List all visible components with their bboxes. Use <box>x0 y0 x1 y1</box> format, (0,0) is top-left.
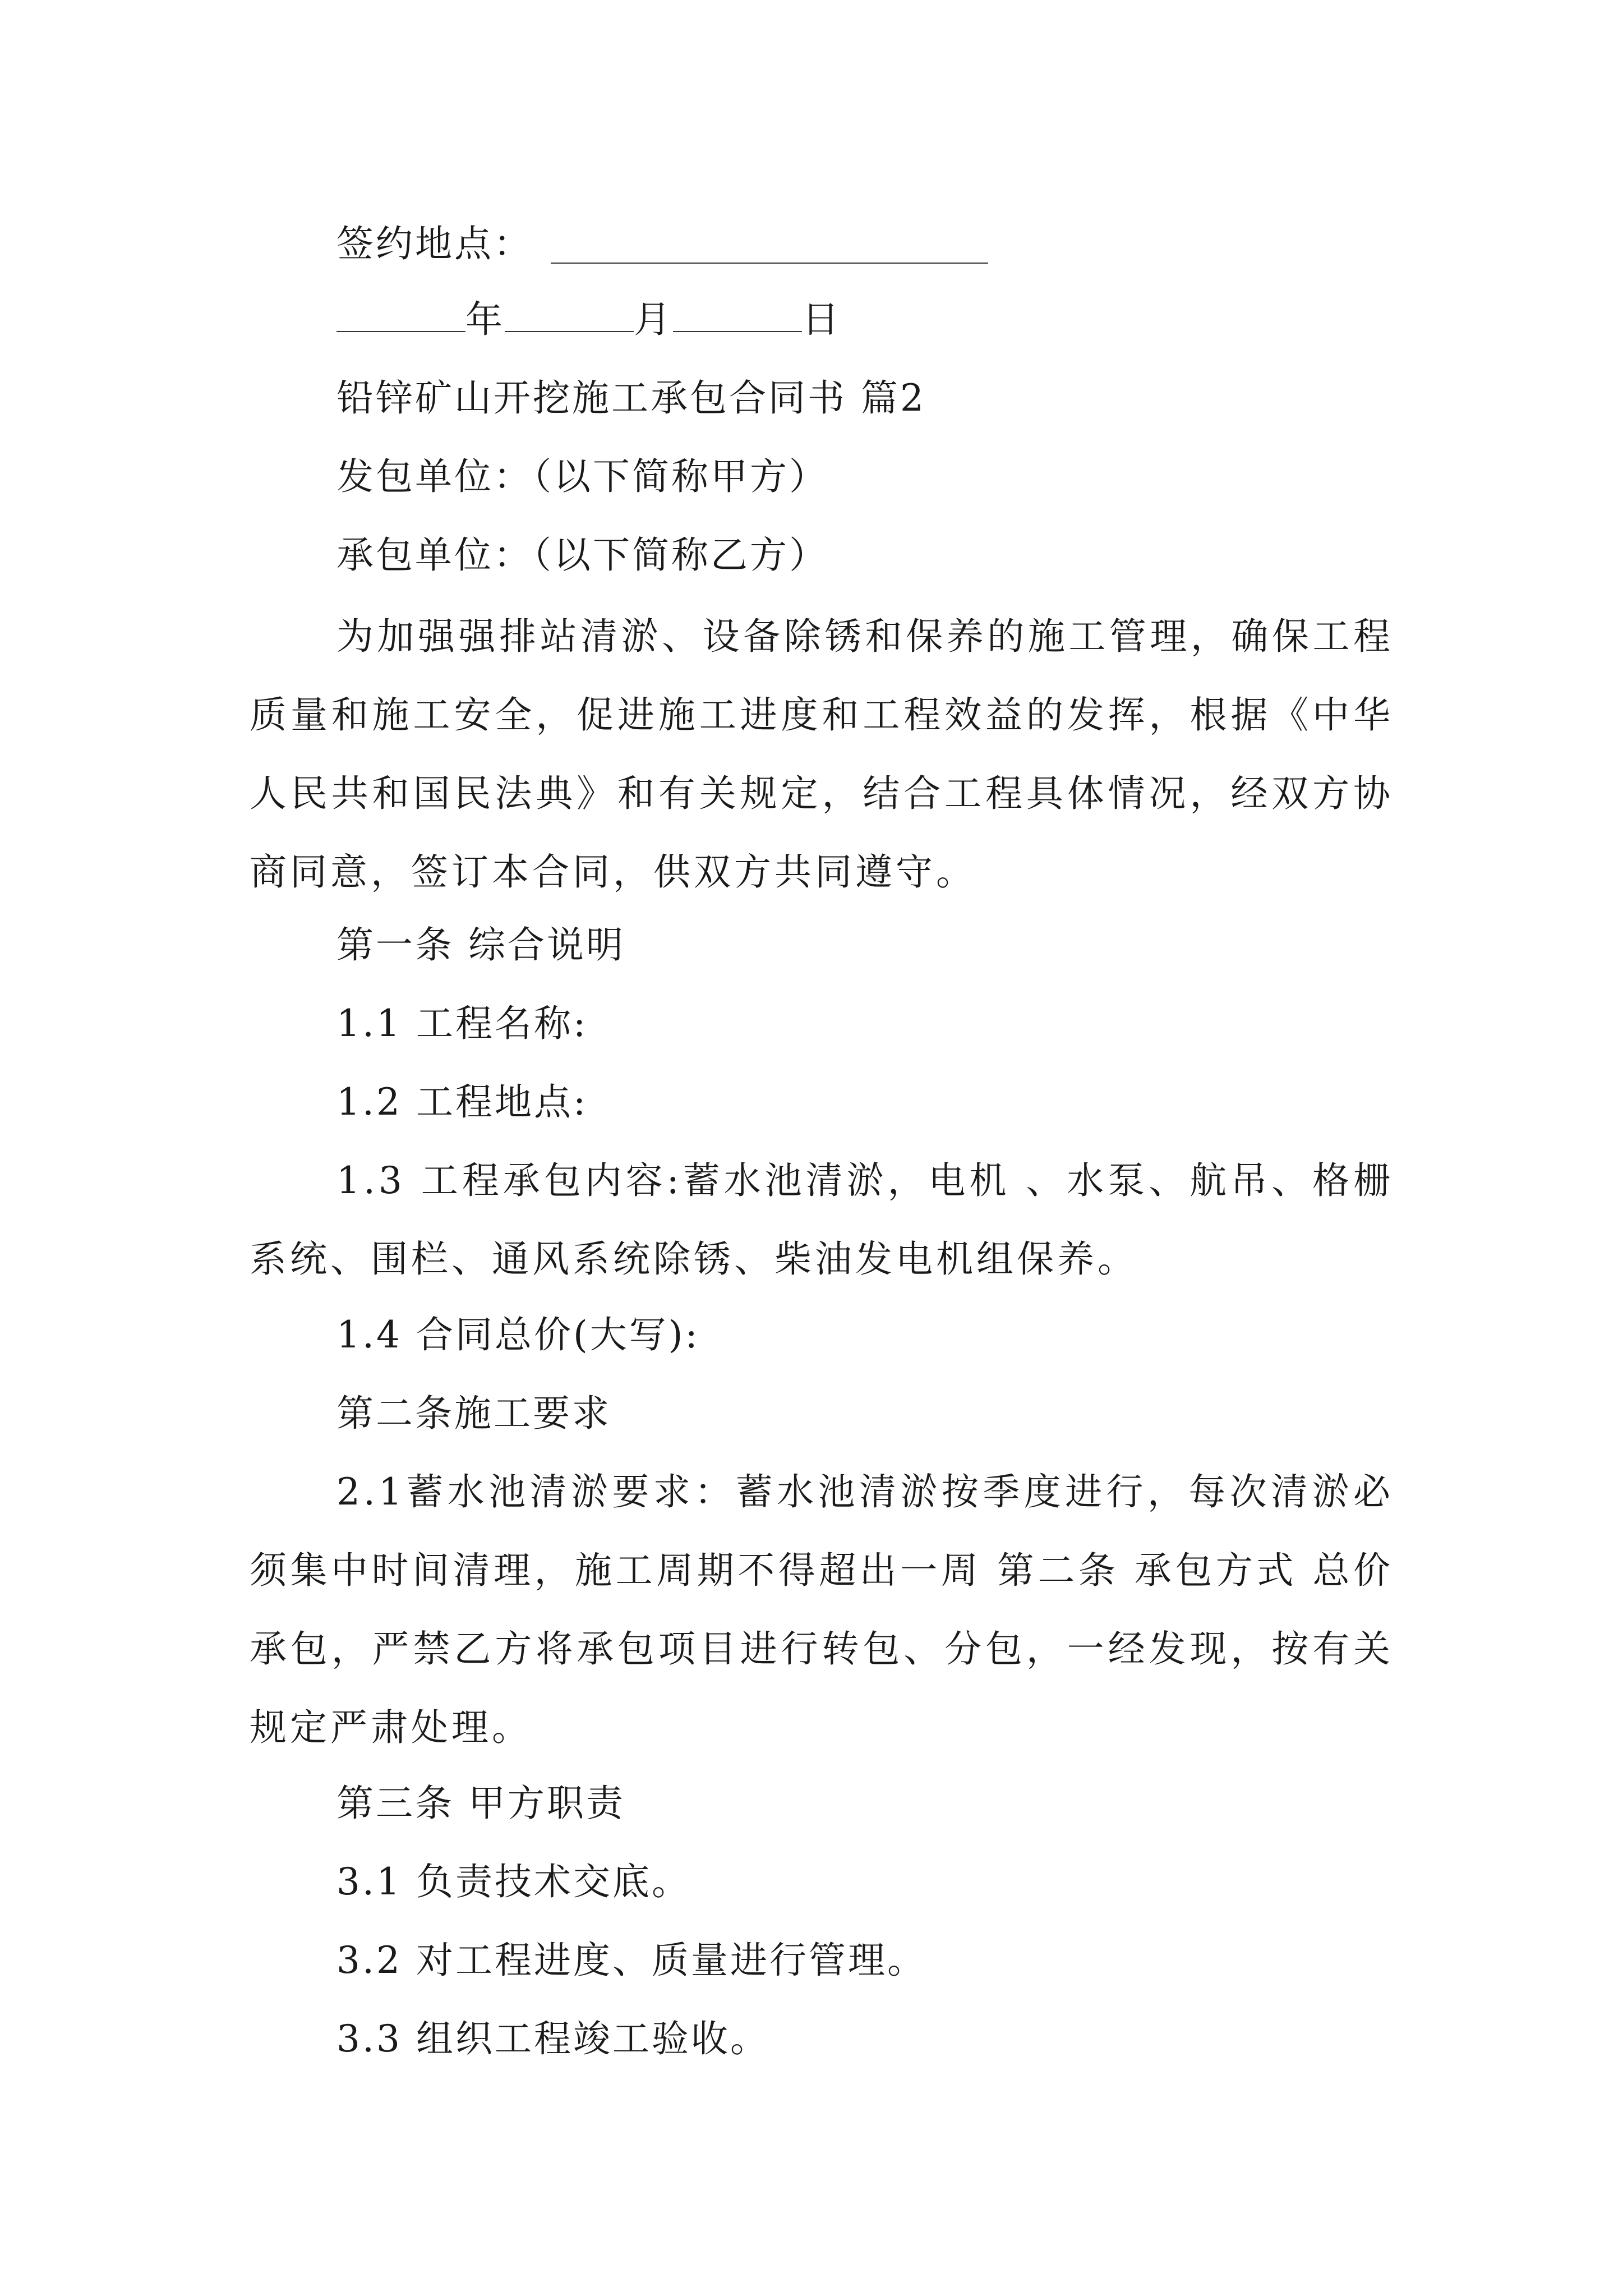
item-3-1: 3.1 负责技术交底。 <box>336 1860 691 1903</box>
item-1-2: 1.2 工程地点: <box>336 1080 588 1124</box>
section-title: 铅锌矿山开挖施工承包合同书 篇2 <box>336 376 926 420</box>
item-2-1: 2.1蓄水池清淤要求：蓄水池清淤按季度进行，每次清淤必须集中时间清理，施工周期不得超出一周 第二条 承包方式 总价承包，严禁乙方将承包项目进行转包、分包，一经发现，按有关规定严肃处理。 <box>250 1470 1394 1749</box>
item-1-4: 1.4 合同总价(大写): <box>336 1313 700 1356</box>
year-blank <box>336 331 465 332</box>
day-blank <box>673 331 802 332</box>
year-label: 年 <box>465 298 505 341</box>
item-3-3: 3.3 组织工程竣工验收。 <box>336 2017 769 2060</box>
item-3-2: 3.2 对工程进度、质量进行管理。 <box>336 1939 926 1982</box>
day-label: 日 <box>802 298 841 341</box>
intro-paragraph: 为加强强排站清淤、设备除锈和保养的施工管理，确保工程质量和施工安全，促进施工进度和工程效益的发挥，根据《中华人民共和国民法典》和有关规定，结合工程具体情况，经双方协商同意，签订本合同，供双方共同遵守。 <box>250 615 1394 894</box>
item-1-1: 1.1 工程名称: <box>336 1002 588 1045</box>
article3-title: 第三条 甲方职责 <box>336 1782 625 1825</box>
party-b: 承包单位：（以下简称乙方） <box>336 533 828 577</box>
month-blank <box>505 331 634 332</box>
article2-title: 第二条施工要求 <box>336 1392 611 1435</box>
sign-place-blank <box>551 263 988 264</box>
sign-place-label: 签约地点： <box>336 222 533 265</box>
date-line <box>336 295 841 345</box>
item-1-3: 1.3 工程承包内容:蓄水池清淤，电机 、水泵、航吊、格栅系统、围栏、通风系统除锈、柴油发电机组保养。 <box>250 1159 1394 1281</box>
month-label: 月 <box>634 298 673 341</box>
party-a: 发包单位：（以下简称甲方） <box>336 455 828 498</box>
article1-title: 第一条 综合说明 <box>336 923 625 967</box>
